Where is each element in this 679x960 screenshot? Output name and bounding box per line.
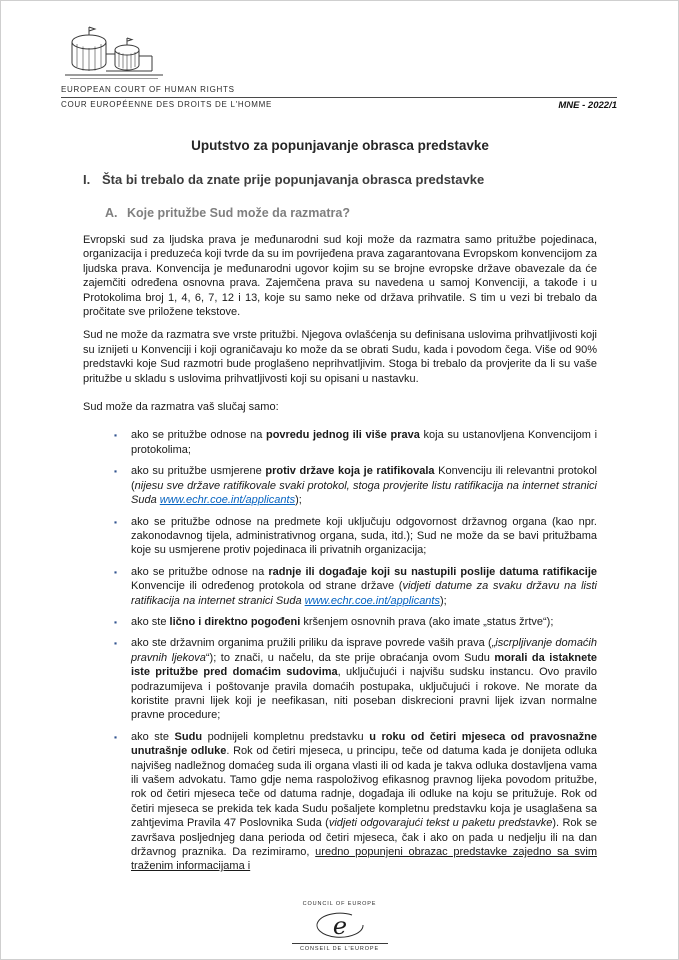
echr-applicants-link[interactable]: www.echr.coe.int/applicants — [304, 594, 440, 607]
paragraph-intro-1: Evropski sud za ljudska prava je međunarodni sud koji može da razmatra samo pritužbe pojedinaca, organizacija i preduzeća koji tvrde da su im povrijeđena prava zagarantovana Evropskom konvencijom za ljudska prava. Konvencija je međunarodni ugovor kojim su se brojne evropske države obavezale da će zajemčiti određena osnovna prava. Zajemčena prava su navedena u samoj Konvenciji, a takođe i u Protokolima broj 1, 4, 6, 7, 12 i 13, koje su samo neke od država prihvatile. S tim u vezi bi trebalo da pročitate sve priložene tekstove. — [83, 234, 597, 319]
paragraph-lead-in: Sud može da razmatra vaš slučaj samo: — [83, 401, 279, 414]
text-segment: vidjeti odgovarajući tekst u paketu predstavke — [328, 817, 553, 830]
text-segment: podnijeli kompletnu predstavku — [202, 730, 370, 743]
text-segment: ako se pritužbe odnose na predmete koji uključuju odgovornost državnog organa (kao npr. zakonodavnog tijela, administrativnog organa, suda, itd.); Sud ne može da se bavi pritužbama koje su usmjerene protiv pojedinaca ili privatnih organizacija; — [131, 515, 597, 557]
list-item-text — [131, 636, 597, 722]
text-segment: Konvencije ili određenog protokola od strane države ( — [131, 580, 403, 593]
section-label: Šta bi trebalo da znate prije popunjavanja obrasca predstavke — [102, 172, 485, 187]
list-item — [83, 428, 597, 457]
text-segment: ako ste državnim organima pružili priliku da isprave povrede vaših prava („ — [131, 637, 496, 650]
text-segment: vidjeti datume za svaku državu na listi ratifikacija na internet stranici Suda — [131, 580, 597, 607]
list-item-text — [131, 464, 597, 507]
subsection-number: A. — [105, 206, 118, 220]
bullet-square-icon: ▪ — [114, 731, 118, 742]
text-segment: povredu jednog ili više prava — [265, 429, 420, 442]
list-item — [83, 730, 597, 874]
text-segment: ako se pritužbe odnose na — [131, 429, 266, 442]
section-number: I. — [83, 172, 91, 187]
text-segment: koja su ustanovljena Konvencijom i protokolima; — [131, 429, 598, 456]
header-divider — [61, 97, 617, 98]
text-segment: ako ste — [131, 615, 170, 628]
list-item — [83, 636, 597, 722]
document-reference: MNE - 2022/1 — [558, 100, 617, 111]
council-of-europe-label-fr: CONSEIL DE L'EUROPE — [299, 946, 380, 952]
bullet-square-icon: ▪ — [114, 466, 118, 477]
text-segment: . Rok od četiri mjeseca, u principu, teče od datuma kada je donijeta odluka najvišeg nadležnog domaćeg suda ili organa vlasti ili od kada je takva odluka dostavljena vama ili vašem advokatu. Tamo gdje nema raspoloživog efikasnog pravnog lijeka povodom pritužbe, rok od četiri mjeseca teče od datuma radnje, događaja ili odluke na koju se pritužuje. Rok od četiri mjeseca se prekida tek kada Sudu pošaljete kompletnu predstavku koja je usaglašena sa zahtjevima Pravila 47 Poslovnika Suda ( — [131, 745, 597, 830]
admissibility-criteria-list — [83, 428, 597, 873]
list-item-text — [131, 565, 597, 608]
document-header — [61, 1, 617, 111]
list-item-text — [131, 515, 597, 558]
section-heading — [83, 172, 597, 187]
org-name-french: COUR EUROPÉENNE DES DROITS DE L'HOMME — [61, 100, 273, 109]
list-item — [83, 565, 597, 608]
text-segment: iscrpljivanje domaćih pravnih ljekova — [131, 637, 597, 664]
bullet-square-icon: ▪ — [114, 616, 118, 627]
echr-applicants-link[interactable]: www.echr.coe.int/applicants — [159, 494, 296, 507]
svg-text:e: e — [332, 912, 347, 940]
text-segment: ). Rok se završava posljednjeg dana perioda od četiri mjeseca, čak i ako on pada u nedjelju ili na dan državnog praznika. Da rezimiramo, — [131, 817, 597, 859]
bullet-square-icon: ▪ — [114, 638, 118, 649]
text-segment: ako se pritužbe odnose na — [131, 565, 269, 578]
org-name-english: EUROPEAN COURT OF HUMAN RIGHTS — [61, 85, 235, 94]
council-of-europe-label-en: COUNCIL OF EUROPE — [302, 901, 377, 907]
document-title: Uputstvo za popunjavanje obrasca predstavke — [191, 138, 489, 153]
text-segment: Sudu — [174, 730, 203, 743]
text-segment: protiv države koja je ratifikovala — [265, 465, 435, 478]
list-item-text — [131, 615, 597, 629]
subsection-heading — [105, 206, 597, 220]
list-item-text — [131, 730, 597, 874]
text-segment: nijesu sve države ratifikovale svaki protokol, stoga provjerite listu ratifikacija na internet stranici Suda — [131, 479, 597, 507]
bullet-square-icon: ▪ — [114, 430, 118, 441]
document-body — [83, 138, 597, 874]
text-segment: morali da istaknete iste pritužbe pred domaćim sudovima — [131, 651, 597, 679]
text-segment: Konvenciju ili relevantni protokol ( — [131, 465, 598, 492]
text-segment: radnje ili događaje koji su nastupili poslije datuma ratifikacije — [268, 565, 597, 578]
footer-divider — [292, 943, 388, 944]
text-segment: uredno popunjeni obrazac predstavke zajedno sa svim traženim informacijama i — [131, 846, 597, 873]
echr-building-logo-icon — [61, 23, 167, 83]
text-segment: ako su pritužbe usmjerene — [131, 465, 266, 478]
text-segment: lično i direktno pogođeni — [169, 615, 301, 628]
council-of-europe-logo-icon — [311, 908, 369, 942]
text-segment: ako ste — [131, 730, 175, 743]
list-item — [83, 464, 597, 507]
text-segment: u roku od četiri mjeseca od pravosnažne unutrašnje odluke — [131, 730, 598, 758]
list-item-text — [131, 428, 597, 457]
page-footer — [292, 901, 388, 952]
list-item — [83, 615, 597, 629]
text-segment: “); to znači, u načelu, da ste prije obraćanja ovom Sudu — [205, 651, 495, 664]
subsection-label: Koje pritužbe Sud može da razmatra? — [127, 206, 350, 220]
text-segment: ); — [439, 594, 447, 607]
text-segment: kršenjem osnovnih prava (ako imate „status žrtve“); — [300, 615, 554, 628]
text-segment: ); — [295, 494, 302, 507]
list-item — [83, 515, 597, 558]
bullet-square-icon: ▪ — [114, 566, 118, 577]
bullet-square-icon: ▪ — [114, 516, 118, 527]
text-segment: , uključujući i najvišu sudsku instancu. Ovo pravilo podrazumijeva i poštovanje pravila domaćih postupaka, uključujući i rokove. Ne morate da koristite pravni lijek koji je neefikasan, niti poseban diskrecioni pravni lijek izvan normalne pravne procedure; — [131, 666, 597, 722]
paragraph-intro-2: Sud ne može da razmatra sve vrste pritužbi. Njegova ovlašćenja su definisana uslovima prihvatljivosti koji su iznijeti u Konvenciji i koji ograničavaju ko može da se obrati Sudu, kada i povodom čega. Više od 90% predstavki koje Sud razmotri bude proglašeno neprihvatljivim. Stoga bi trebalo da provjerite da li su vaše pritužbe u skladu s uslovima prihvatljivosti koji su opisani u nastavku. — [83, 329, 597, 385]
